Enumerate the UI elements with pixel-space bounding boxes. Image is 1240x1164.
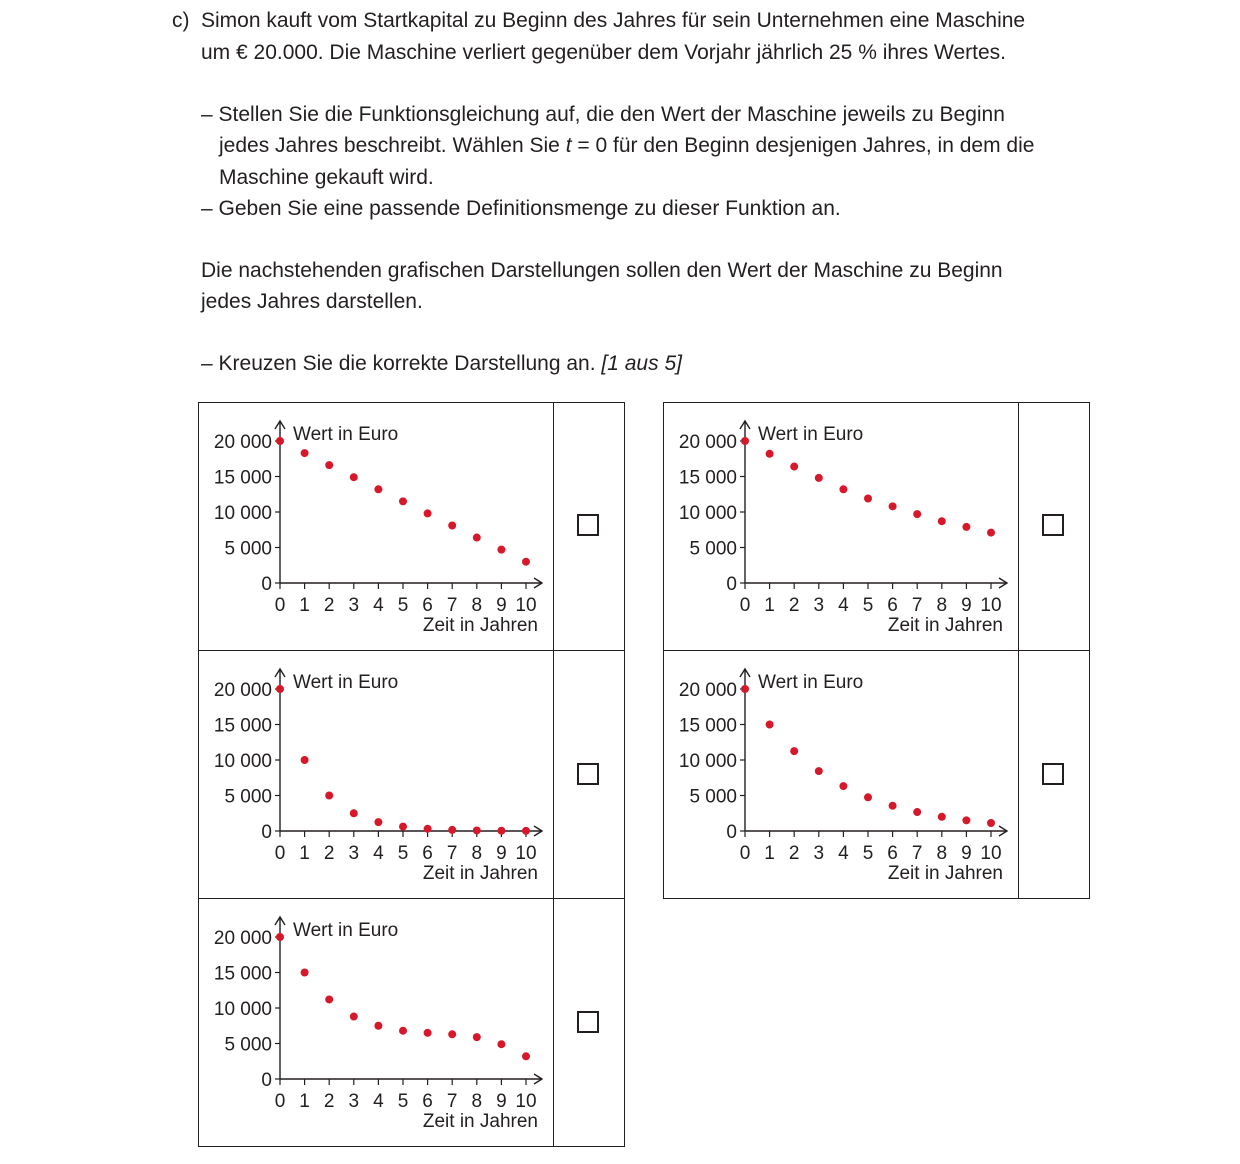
variable-t: t [565,134,572,157]
y-tick-label: 0 [726,822,737,843]
bullet1-line-2: jedes Jahres beschreibt. Wählen Sie t = 0 für den Beginn desjenigen Jahres, in dem die [219,134,1035,157]
x-tick-label: 4 [373,1091,384,1112]
x-axis-title: Zeit in Jahren [422,615,538,636]
task-label: c) [172,9,190,32]
data-point [815,474,823,482]
y-tick-label: 20 000 [213,928,272,949]
data-point [766,721,774,729]
x-tick-label: 7 [446,843,458,864]
x-tick-label: 6 [422,843,433,864]
data-point [889,502,897,510]
y-tick-label: 20 000 [678,432,737,453]
data-point [522,1052,530,1060]
data-point [399,823,407,831]
data-point [325,792,333,800]
x-tick-label: 3 [348,595,360,616]
y-axis-title: Wert in Euro [758,672,864,693]
x-tick-label: 10 [515,595,537,616]
data-point [424,825,432,833]
data-point [741,685,749,693]
x-tick-label: 10 [515,843,537,864]
x-axis-title: Zeit in Jahren [887,863,1003,884]
data-point [473,1033,481,1041]
x-tick-label: 6 [887,595,898,616]
y-tick-label: 5 000 [224,786,272,808]
x-tick-label: 6 [422,1091,433,1112]
data-point [987,529,995,537]
chart-option-5 [198,898,553,1146]
y-axis-title: Wert in Euro [293,672,399,693]
x-tick-label: 4 [838,843,849,864]
data-point [448,521,456,529]
x-tick-label: 3 [813,595,825,616]
y-tick-label: 10 000 [213,503,272,524]
bullet2: – Geben Sie eine passende Definitionsmenge zu dieser Funktion an. [201,197,841,220]
data-point [424,1029,432,1037]
y-tick-label: 20 000 [678,680,737,701]
x-tick-label: 2 [788,843,800,864]
x-tick-label: 1 [299,843,310,864]
data-point [497,827,505,835]
data-point [864,793,872,801]
data-point [276,933,284,941]
chart-option-1 [198,402,553,650]
y-axis-title: Wert in Euro [293,920,399,941]
x-tick-label: 8 [936,843,948,864]
x-tick-label: 0 [274,1091,286,1112]
data-point [889,802,897,810]
x-tick-label: 3 [348,1091,360,1112]
data-point [790,747,798,755]
x-tick-label: 5 [397,595,409,616]
data-point [301,449,309,457]
data-point [913,510,921,518]
x-tick-label: 9 [496,1091,507,1112]
x-tick-label: 7 [911,595,923,616]
data-point [301,756,309,764]
data-point [473,534,481,542]
data-point [473,826,481,834]
y-tick-label: 0 [261,1070,272,1091]
answer-checkbox-4[interactable] [1042,763,1064,785]
data-point [522,558,530,566]
chart-option-4 [663,650,1018,898]
data-point [301,969,309,977]
data-point [374,1022,382,1030]
x-tick-label: 6 [887,843,898,864]
data-point [497,1040,505,1048]
data-point [987,819,995,827]
data-point [350,809,358,817]
data-point [790,463,798,471]
column-divider [553,403,554,1146]
data-point [839,782,847,790]
x-tick-label: 7 [911,843,923,864]
x-tick-label: 6 [422,595,433,616]
bullet3-hint: [1 aus 5] [601,352,682,375]
x-tick-label: 8 [471,1091,483,1112]
data-point [399,497,407,505]
data-point [497,546,505,554]
data-point [350,1013,358,1021]
data-point [374,818,382,826]
data-point [839,485,847,493]
x-tick-label: 10 [980,595,1002,616]
y-tick-label: 0 [261,574,272,595]
data-point [374,485,382,493]
y-axis-title: Wert in Euro [293,424,399,445]
answer-checkbox-3[interactable] [577,763,599,785]
x-tick-label: 8 [471,595,483,616]
data-point [815,767,823,775]
answer-checkbox-2[interactable] [1042,514,1064,536]
x-tick-label: 2 [788,595,800,616]
x-tick-label: 7 [446,595,458,616]
y-axis-title: Wert in Euro [758,424,864,445]
answer-checkbox-5[interactable] [577,1011,599,1033]
y-tick-label: 10 000 [678,751,737,772]
y-tick-label: 20 000 [213,432,272,453]
y-tick-label: 5 000 [689,786,737,808]
data-point [938,813,946,821]
data-point [913,808,921,816]
bullet1-line-3: Maschine gekauft wird. [219,166,434,189]
data-point [276,437,284,445]
x-tick-label: 10 [515,1091,537,1112]
x-tick-label: 1 [764,843,775,864]
chart-option-2 [663,402,1018,650]
y-tick-label: 10 000 [213,999,272,1020]
x-tick-label: 5 [862,595,874,616]
x-tick-label: 9 [496,595,507,616]
x-tick-label: 2 [323,595,335,616]
data-point [448,826,456,834]
x-tick-label: 0 [274,843,286,864]
data-point [325,461,333,469]
x-axis-title: Zeit in Jahren [422,863,538,884]
x-tick-label: 8 [936,595,948,616]
y-tick-label: 10 000 [213,751,272,772]
graph-intro-line-1: Die nachstehenden grafischen Darstellungen sollen den Wert der Maschine zu Beginn [201,259,1003,282]
x-tick-label: 9 [961,595,972,616]
data-point [938,517,946,525]
x-tick-label: 9 [961,843,972,864]
data-point [448,1030,456,1038]
data-point [325,995,333,1003]
data-point [962,523,970,531]
x-tick-label: 2 [323,843,335,864]
x-tick-label: 5 [397,1091,409,1112]
data-point [741,437,749,445]
y-tick-label: 20 000 [213,680,272,701]
y-tick-label: 15 000 [213,715,272,737]
intro-line-1: Simon kauft vom Startkapital zu Beginn des Jahres für sein Unternehmen eine Maschine [201,9,1026,32]
y-tick-label: 5 000 [689,538,737,560]
data-point [350,473,358,481]
x-tick-label: 3 [813,843,825,864]
intro-line-2: um € 20.000. Die Maschine verliert gegenüber dem Vorjahr jährlich 25 % ihres Wertes. [201,41,1007,64]
x-tick-label: 0 [274,595,286,616]
data-point [399,1027,407,1035]
y-tick-label: 10 000 [678,503,737,524]
x-axis-title: Zeit in Jahren [887,615,1003,636]
x-tick-label: 3 [348,843,360,864]
x-tick-label: 7 [446,1091,458,1112]
x-tick-label: 4 [373,843,384,864]
x-tick-label: 0 [739,595,751,616]
y-tick-label: 15 000 [678,467,737,489]
data-point [766,450,774,458]
x-tick-label: 9 [496,843,507,864]
x-axis-title: Zeit in Jahren [422,1111,538,1132]
bullet3: – Kreuzen Sie die korrekte Darstellung an. [1 aus 5] [201,352,682,375]
y-tick-label: 15 000 [213,467,272,489]
data-point [864,495,872,503]
y-tick-label: 5 000 [224,1034,272,1056]
x-tick-label: 1 [299,1091,310,1112]
x-tick-label: 1 [764,595,775,616]
answer-checkbox-1[interactable] [577,514,599,536]
data-point [522,827,530,835]
x-tick-label: 10 [980,843,1002,864]
bullet1-line-1: – Stellen Sie die Funktionsgleichung auf, die den Wert der Maschine jeweils zu Beginn [201,103,1005,126]
x-tick-label: 0 [739,843,751,864]
y-tick-label: 5 000 [224,538,272,560]
x-tick-label: 5 [397,843,409,864]
y-tick-label: 0 [726,574,737,595]
data-point [424,509,432,517]
y-tick-label: 0 [261,822,272,843]
x-tick-label: 4 [373,595,384,616]
data-point [962,816,970,824]
x-tick-label: 8 [471,843,483,864]
graph-intro-line-2: jedes Jahres darstellen. [201,290,423,313]
x-tick-label: 4 [838,595,849,616]
chart-option-3 [198,650,553,898]
x-tick-label: 2 [323,1091,335,1112]
data-point [276,685,284,693]
y-tick-label: 15 000 [678,715,737,737]
y-tick-label: 15 000 [213,963,272,985]
x-tick-label: 5 [862,843,874,864]
x-tick-label: 1 [299,595,310,616]
